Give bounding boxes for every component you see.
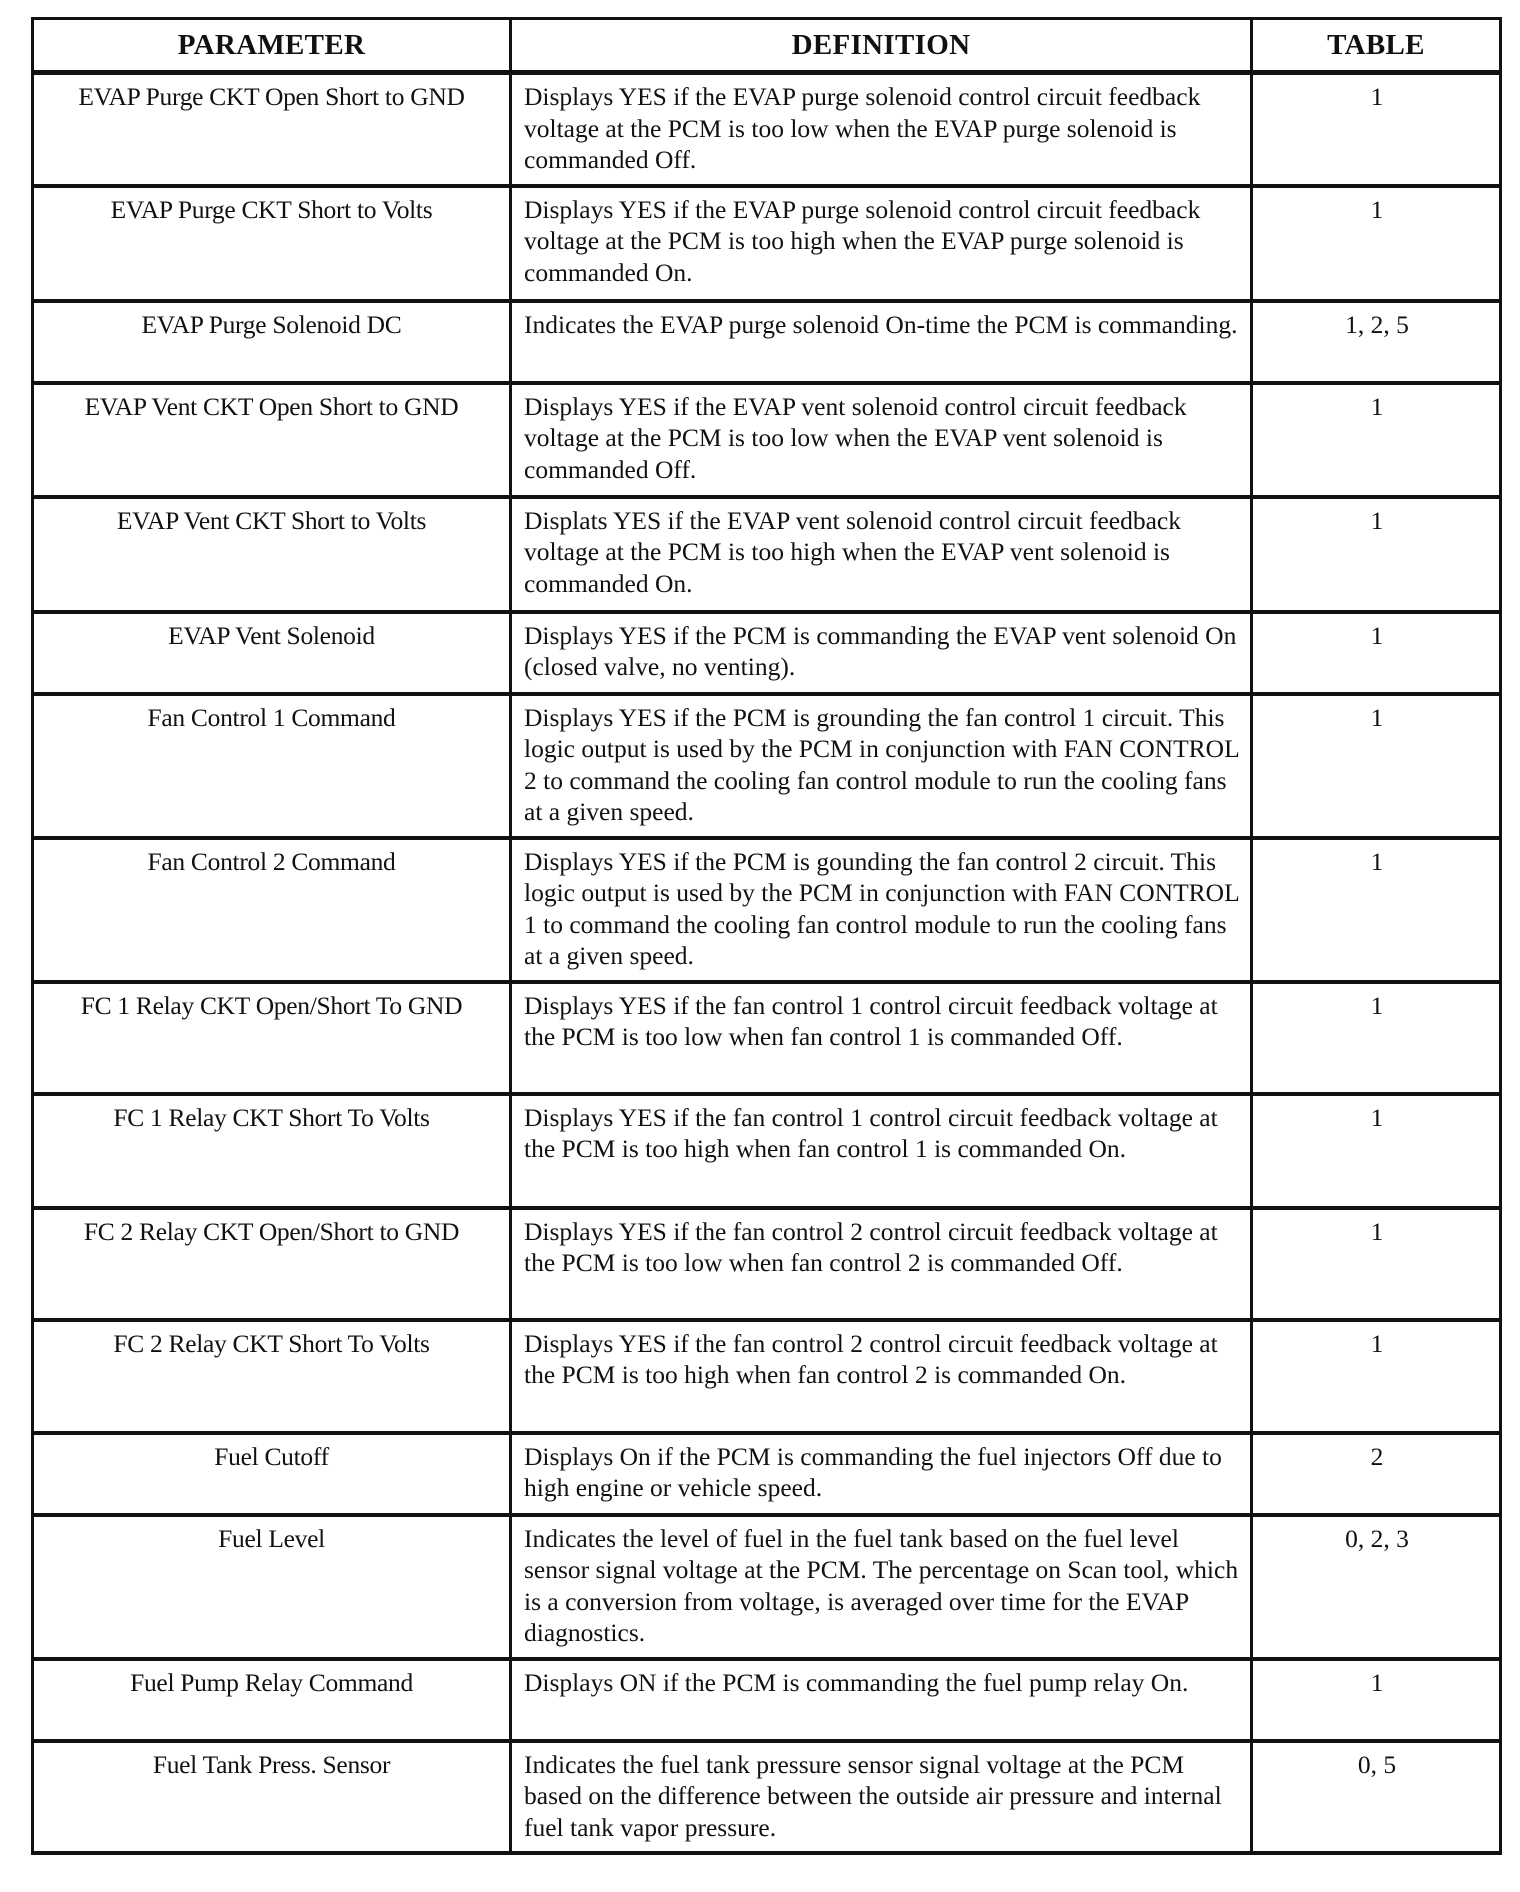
table-row [33, 1094, 1501, 1208]
table-ref-cell: 1 [1252, 982, 1501, 1094]
table-ref-cell: 1 [1252, 1320, 1501, 1433]
table-row [33, 1433, 1501, 1515]
parameter-cell: EVAP Purge Solenoid DC [33, 301, 511, 383]
table-ref-cell: 1 [1252, 73, 1501, 186]
table-ref-cell: 1 [1252, 694, 1501, 838]
table-ref-cell: 2 [1252, 1433, 1501, 1515]
definition-cell: Displays On if the PCM is commanding the fuel injectors Off due to high engine or vehicle speed. [511, 1433, 1252, 1515]
parameter-cell: Fuel Pump Relay Command [33, 1659, 511, 1741]
parameter-cell: EVAP Purge CKT Open Short to GND [33, 73, 511, 186]
parameter-cell: Fuel Cutoff [33, 1433, 511, 1515]
table-ref-cell: 1 [1252, 612, 1501, 694]
table-ref-cell: 0, 5 [1252, 1741, 1501, 1854]
parameter-cell: EVAP Purge CKT Short to Volts [33, 186, 511, 301]
table-ref-cell: 1 [1252, 1659, 1501, 1741]
table-row [33, 497, 1501, 612]
parameter-cell: Fuel Level [33, 1515, 511, 1659]
definition-cell: Displays YES if the EVAP vent solenoid control circuit feedback voltage at the PCM is too low when the EVAP vent solenoid is commanded Off. [511, 383, 1252, 497]
definition-cell: Indicates the level of fuel in the fuel tank based on the fuel level sensor signal voltage at the PCM. The percentage on Scan tool, which is a conversion from voltage, is averaged over time for the EVAP diagnostics. [511, 1515, 1252, 1659]
parameter-cell: FC 1 Relay CKT Short To Volts [33, 1094, 511, 1208]
definition-cell: Displays YES if the PCM is grounding the fan control 1 circuit. This logic output is used by the PCM in conjunction with FAN CONTROL 2 to command the cooling fan control module to run the cooling fans at a given speed. [511, 694, 1252, 838]
table-row [33, 1208, 1501, 1320]
parameter-cell: Fan Control 2 Command [33, 838, 511, 982]
table-row [33, 383, 1501, 497]
definition-cell: Displats YES if the EVAP vent solenoid control circuit feedback voltage at the PCM is too high when the EVAP vent solenoid is commanded On. [511, 497, 1252, 612]
parameter-cell: FC 2 Relay CKT Open/Short to GND [33, 1208, 511, 1320]
table-ref-cell: 1 [1252, 1094, 1501, 1208]
header-table: TABLE [1252, 19, 1501, 73]
parameter-cell: FC 1 Relay CKT Open/Short To GND [33, 982, 511, 1094]
table-row [33, 1320, 1501, 1433]
table-row [33, 73, 1501, 186]
table-ref-cell: 1 [1252, 497, 1501, 612]
table-row [33, 1659, 1501, 1741]
definition-cell: Displays YES if the fan control 2 control circuit feedback voltage at the PCM is too high when fan control 2 is commanded On. [511, 1320, 1252, 1433]
parameter-cell: EVAP Vent Solenoid [33, 612, 511, 694]
table-ref-cell: 1 [1252, 383, 1501, 497]
table-ref-cell: 1, 2, 5 [1252, 301, 1501, 383]
table-row [33, 694, 1501, 838]
parameter-cell: EVAP Vent CKT Short to Volts [33, 497, 511, 612]
parameter-cell: Fuel Tank Press. Sensor [33, 1741, 511, 1854]
definition-cell: Displays ON if the PCM is commanding the fuel pump relay On. [511, 1659, 1252, 1741]
definition-cell: Displays YES if the fan control 1 control circuit feedback voltage at the PCM is too low when fan control 1 is commanded Off. [511, 982, 1252, 1094]
definition-cell: Displays YES if the EVAP purge solenoid control circuit feedback voltage at the PCM is too low when the EVAP purge solenoid is commanded Off. [511, 73, 1252, 186]
table-ref-cell: 1 [1252, 186, 1501, 301]
parameter-definition-table [31, 17, 1502, 1855]
definition-cell: Displays YES if the fan control 1 control circuit feedback voltage at the PCM is too high when fan control 1 is commanded On. [511, 1094, 1252, 1208]
definition-cell: Displays YES if the PCM is gounding the fan control 2 circuit. This logic output is used by the PCM in conjunction with FAN CONTROL 1 to command the cooling fan control module to run the cooling fans at a given speed. [511, 838, 1252, 982]
definition-cell: Indicates the fuel tank pressure sensor signal voltage at the PCM based on the difference between the outside air pressure and internal fuel tank vapor pressure. [511, 1741, 1252, 1854]
table-ref-cell: 1 [1252, 838, 1501, 982]
definition-cell: Displays YES if the fan control 2 control circuit feedback voltage at the PCM is too low when fan control 2 is commanded Off. [511, 1208, 1252, 1320]
table-row [33, 1741, 1501, 1854]
parameter-cell: Fan Control 1 Command [33, 694, 511, 838]
table-row [33, 186, 1501, 301]
table-row [33, 1515, 1501, 1659]
definition-cell: Displays YES if the EVAP purge solenoid control circuit feedback voltage at the PCM is too high when the EVAP purge solenoid is commanded On. [511, 186, 1252, 301]
parameter-cell: FC 2 Relay CKT Short To Volts [33, 1320, 511, 1433]
header-parameter: PARAMETER [33, 19, 511, 73]
table-row [33, 838, 1501, 982]
table-ref-cell: 0, 2, 3 [1252, 1515, 1501, 1659]
table-row [33, 301, 1501, 383]
table-row [33, 612, 1501, 694]
definition-cell: Displays YES if the PCM is commanding the EVAP vent solenoid On (closed valve, no venting). [511, 612, 1252, 694]
parameter-cell: EVAP Vent CKT Open Short to GND [33, 383, 511, 497]
table-ref-cell: 1 [1252, 1208, 1501, 1320]
definition-cell: Indicates the EVAP purge solenoid On-time the PCM is commanding. [511, 301, 1252, 383]
table-row [33, 982, 1501, 1094]
header-definition: DEFINITION [511, 19, 1252, 73]
header-row [33, 19, 1501, 73]
